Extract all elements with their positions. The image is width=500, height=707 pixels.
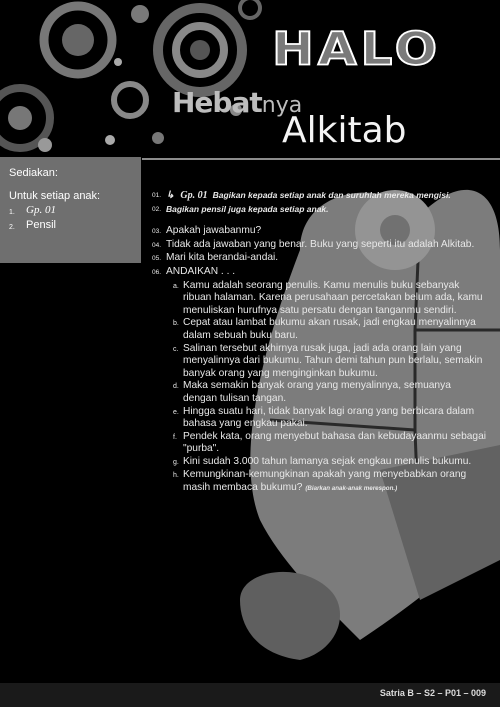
- step-2: 02. Bagikan pensil juga kepada setiap anak.: [152, 203, 329, 214]
- footer: [0, 683, 500, 707]
- concentric-circles-graphic: [0, 0, 260, 152]
- halo-badge: HALO: [272, 22, 442, 76]
- list-item: b. Cepat atau lambat bukumu akan rusak, jadi engkau menyalinnya dalam sebuah buku baru.: [173, 317, 476, 341]
- supplies-item: 2. Pensil: [9, 219, 56, 231]
- supplies-subheading: Untuk setiap anak:: [9, 190, 101, 202]
- supplies-item: 1. Gp. 01: [9, 204, 56, 216]
- arrow-icon: ↳: [166, 190, 175, 201]
- supplies-list: [9, 204, 132, 234]
- step-3: 03. Apakah jawabanmu?: [152, 225, 262, 237]
- step-4: 04. Tidak ada jawaban yang benar. Buku yang seperti itu adalah Alkitab.: [152, 238, 475, 250]
- step-1: 01. ↳ Gp. 01 Bagikan kepada setiap anak dan suruhlah mereka mengisi.: [152, 190, 451, 201]
- instructions: [152, 189, 487, 496]
- facilitator-note: (Biarkan anak-anak merespon.): [305, 485, 398, 493]
- list-item: e. Hingga suatu hari, tidak banyak lagi orang yang berbicara dalam bahasa yang engkau pakai.: [173, 405, 475, 430]
- list-item: h. Kemungkinan-kemungkinan apakah yang menyebabkan orang masih membaca bukumu? (Biarkan anak-anak merespon.): [173, 469, 467, 494]
- list-item: g. Kini sudah 3.000 tahun lamanya sejak engkau menulis bukumu.: [173, 455, 472, 467]
- list-item: c. Salinan tersebut akhirnya rusak juga, jadi ada orang lain yang menyalinnya dari bukumu. Tahun demi tahun pun berlalu, semakin banyak orang yang menginginkan bukumu.: [173, 342, 483, 379]
- list-item: a. Kamu adalah seorang penulis. Kamu menulis buku sebanyak ribuan halaman. Karena perusahaan percetakan belum ada, kamu menuliskan hurufnya satu persatu dengan tanganmu sendiri.: [173, 279, 483, 316]
- supplies-panel: [0, 157, 141, 263]
- list-item: f. Pendek kata, orang menyebut bahasa dan kebudayaanmu sebagai "purba".: [173, 430, 487, 455]
- title-large-part: Alkitab: [282, 110, 407, 151]
- page-reference: Satria B – S2 – P01 – 009: [379, 688, 486, 698]
- divider: [142, 158, 500, 160]
- list-item: d. Maka semakin banyak orang yang menyalinnya, semuanya dengan tulisan tangan.: [173, 380, 451, 404]
- supplies-heading: Sediakan:: [9, 167, 58, 179]
- step-6: 06. ANDAIKAN . . .: [152, 265, 236, 277]
- title-bold-part: Hebat: [172, 86, 262, 119]
- title-small-part: nya: [261, 93, 303, 118]
- step-5: 05. Mari kita berandai-andai.: [152, 252, 279, 264]
